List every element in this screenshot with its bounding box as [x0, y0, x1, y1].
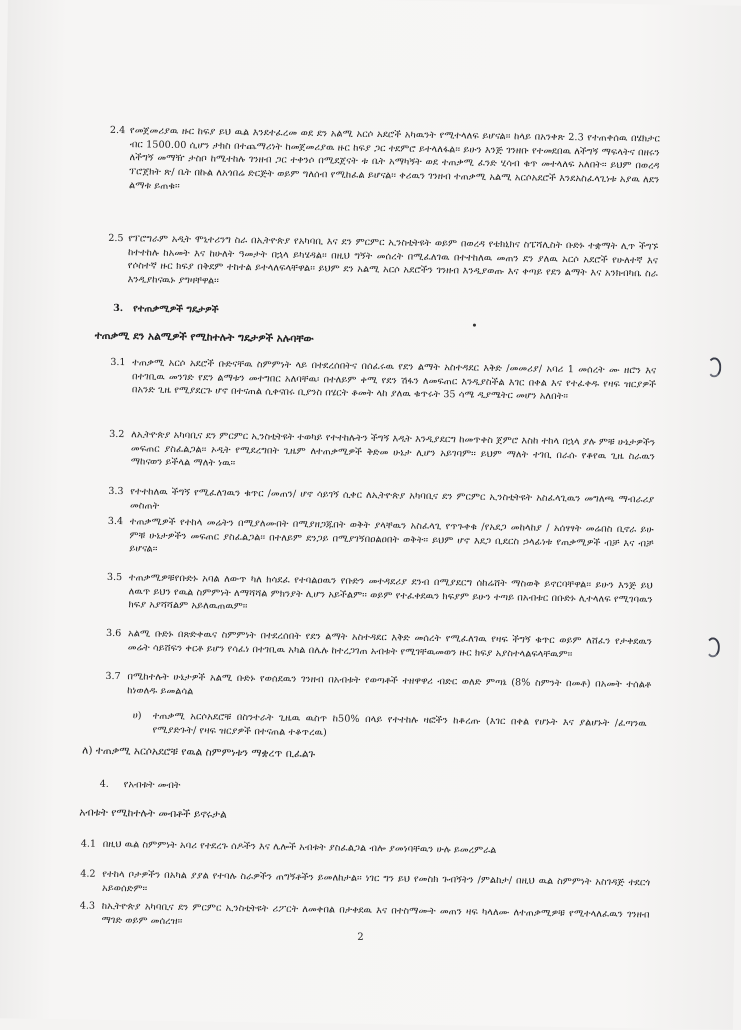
subitem-b-text: ለ) ተጠቃሚ አርሶአደሮቹ የዉል ስምምነቱን ማቋረጥ ቢፈልጉ [82, 744, 316, 761]
section-4-title: የአብቱት መብት [123, 779, 181, 792]
section-3-number: 3. [113, 302, 124, 315]
subitem-a-text: ተጠቃሚ አርሶአደሮቹ በስንተራት ጊዜዉ ዉስጥ ከ50% በላይ የተተከሉ ዛፎችን ከቆረጡ (እገር በቀል የሆኑት እና ያልሆኑት /ፈጣንዉ የሚያድጉት/ የዛፍ ዝርያዎች በተናጠል ተቆጥረዉ) [152, 710, 647, 739]
section-3-6-text: አልሚ ቡድኑ በጽድቀዉና ስምምነት በተደረሰበት የደን ልማት አስተዳደር እቅድ መሰረት የሚፈለገዉ የዛፍ ችግኝ ቁጥር ወይም ለሸፈን የታቀደዉን መሬት ሳይሸፍን ቀርቶ ይሆን የሳፈነ በተገቢዉ አካል በሌሉ ከተረጋገጠ አብቱት የሚገቸዉመወን ዙር ክፍያ አያስተላልፍላቸዉም፡፡ [127, 628, 653, 660]
section-4-2-text: የተከላ ቦታዎችን በአካል ያያል የተባሉ ስራዎችን ጠግኝቶችን ይመለከታል፡፡ ነገር ግን ይህ የመስክ ጉብኝትን /ምልከታ/ በዚህ ዉል ስምምነት አስገዳጅ ተደርጎ አይወሰድም፡፡ [101, 868, 651, 895]
section-3-4-text: ተጠቃሚዎች የተከላ መሬትን በሚያለሙበት በሚያዘጋጁበት ወቅት ያላቸዉን አስፈላጊ የጥጉቀቁ /የአደጋ መከላከያ / አሰፃፃት መሬበስ ቢኖራ ይሁ ምቹ ሁኔታዎችን መፍጠር ያስፈልጋል፡፡ በተለይም ደንጋይ በሚያገኝበዐልዐበት ወቅት፡፡ ይህም ሆኖ እደጋ ቢደርስ ኃላፊነቱ የጠቃሚዎች ብቻ እና ብቻ ይሆናል፡፡ [129, 516, 654, 556]
ink-dot [473, 324, 476, 327]
section-3-5-number: 3.5 [106, 571, 123, 584]
section-4-number: 4. [99, 778, 109, 790]
section-3-2-number: 3.2 [109, 428, 125, 441]
page-number: 2 [357, 931, 364, 943]
section-4-1-number: 4.1 [80, 838, 97, 850]
section-3-7-number: 3.7 [105, 670, 121, 683]
section-3-3-number: 3.3 [108, 485, 124, 498]
section-3-7-text: በሚከተሉት ሁኔታዎች አልሚ ቡድኑ የወሰደዉን ገንዘብ በአብቱት የወጣቶች ተዘዋዋሪ ብድር ወለድ ምጣኔ (8% ስምንት በመቶ) በአመት ተሰልቶ ከነወለዱ ይመልሳል [127, 671, 652, 697]
section-2-5-number: 2.5 [108, 232, 124, 245]
section-4-2-number: 4.2 [80, 868, 96, 880]
section-2-4-number: 2.4 [109, 124, 126, 137]
section-4-1-text: በዚህ ዉል ስምምነት አባሪ የተደረጉ ሰዶችን እና ሌሎች አብቱት ያስፈልጋል ብሎ ያመነባቸዉን ሁሉ ይመረምራል [102, 838, 497, 857]
section-4-3-text: ከኢትዮጵያ አካባቢና ደን ምርምር ኢንስቲትዩት ሪፖርት ለመቀበል በታቀደዉ እና በተስማሙት መጠን ዛፍ ካላለሙ ለተጠቃሚዎቹ የሚተላለፈዉን ገንዘብ ማገድ ወይም መሰረዝ፡፡ [101, 900, 650, 927]
section-3-4-number: 3.4 [107, 515, 124, 528]
section-3-heading: ተጠቃሚ ደን አልሚዎች የሚከተሉት ግዴታዎች አሉባቸው [94, 329, 314, 346]
section-2-4-text: የመጀመሪያዉ ዙር ከፍያ ይህ ዉል እንደተፈረመ ወደ ደን አልሚ አርሶ አደሮች አካዉንት የሚተላለፍ ይሆናል፡፡ ከላይ በአንቀጽ 2.3 የተጠቀሰዉ በሄክታር ብር 1500.00 ሲሆን ታክስ በተጨማሪነት ከመጀመሪያዉ ዙር ከፍያ ጋር ተደምሮ ይተላለፋል፡፡ ይሁን እንጅ ገንዘቡ የተመደበዉ ለችግኝ ማፍላትና በዘሩን ለችግኝ መማዥ ታስቦ ከሚተከሉ ገንዘብ ጋር ተቀንሶ በሚደጀናት ቱ ቤት አማካኝት ወደ ተጠቃሚ ፈንድ ሂሳብ ቁጥ መተላለፍ አለበት፡፡ ይህም በወረዳ ፕሮጀክት ጽ/ ቤት በኩል ለአጎበሬ ድርጅት ወይም ግለሰብ የሚከፈል ይሆናል፡፡ ቀሪዉን ገንዘብ ተጠቃሚ አልሚ አርሶአደሮች እንደአስፈላጊነቱ አያዉ ለደን ልማቱ ይጠቁ፡፡ [129, 125, 660, 192]
section-3-1-number: 3.1 [110, 356, 126, 369]
punch-hole-mark [707, 357, 721, 377]
section-3-1-text: ተጠቃሚ አርሶ አደሮች ቡድናቸዉ ስምምነት ላይ በተደረሰበትና በሰፈሩዉ የደን ልማት አስተዳደር እቅድ /መመሪያ/ አባሪ 1 መሰረት ሙ ዘሮን እና በተገቢዉ መንገድ የደን ልማቱን መተግበር አለባቸዉ፡ በተለይም ቀሚ የደን ሽፋን ለመፍጠር እንዲያስችል እገር በቀል እና የተፈቀዱ የዛፍ ዝርያዎች በአንድ ጊዜ የሚያደርጉ ሆኖ በተናጠል ሲቀናበሩ ቢያንስ በሄርት ቆመት ላከ ያለዉ ቁጥሩት 35 ሳሜ ዲያሜትር መሆን አለበት፡፡ [131, 357, 657, 403]
subitem-a-label: ሀ) [132, 710, 142, 722]
section-3-5-text: ተጠቃሚዎቹየቡድኑ አባል ለውጥ ካለ ክሳደፈ የተባልዐዉን የቡድን መተዳደሪያ ደንብ በሚያደርግ ሰከሬሸት ማስወቅ ይኖርባቸዋል፡፡ ይሁን እንጅ ይህ ለዉጥ ይህን የዉል ስምምነት ለማሻሻል ምክንያት ሊሆን አይችልም፡፡ ወይም የተፈቀደዉን ክፍያም ይሁን ተጣይ በአብቱር በቡድኑ ሊተላለፍ የሚገባዉን ክፍያ አያሻሻልም አይለዉጠዉም፡፡ [128, 572, 653, 613]
section-4-heading: አብቱት የሚከተሉት መብቶች ይኖሩታል [79, 806, 227, 821]
section-4-3-number: 4.3 [79, 900, 96, 912]
section-3-6-number: 3.6 [105, 627, 122, 640]
section-2-5-text: የፕሮግራም አዲት ሞኒተሪንግ ስራ በኢትዮጵያ የአካባቢ እና ደን ምርምር ኢንስቲትዩት ወይም በወረዳ የቴክኒክና ስፔሻሊስት ቡድኑ ተቋማት ሊጥ ችግኙ ከተተከሉ ከአመት እና ከሁለት ዓመታት በኋላ ይካሄዳል፡፡ በዚህ ግኝት መሰረት በሚፈለገዉ በተተከለዉ መጠን ደን ያለዉ አርሶ አደሮች የሁለተኛ እና የሶስተኛ ዙር ክፍያ በቅደም ተከተል ይተላለፍላቸዋል፡፡ ይህም ደን አልሚ አርሶ አደሮችን ገንዘብ እንዲያወጡ እና ቀጣይ የደን ልማት እና አንክብካቤ ስራ እንዲያከናዉኑ ያግዛቸዋል፡፡ [127, 233, 659, 287]
section-3-3-text: የተተከለዉ ችግኝ የሚፈለገዉን ቁጥር /መጠን/ ሆኖ ሳይገኝ ሲቀር ለኢትዮጵያ አካባቢና ደን ምርምር ኢንስቲትዩት አስፈላጊዉን መግለጫ ማብራሪያ መስጠት [129, 486, 655, 512]
section-3-title: የተጠቃሚዎች ግዴታዎች [133, 303, 219, 316]
punch-hole-mark [706, 637, 720, 657]
section-3-2-text: ለኢትዮጵያ አካባቢና ደን ምርምር ኢንስቲትዩት ተወካይ የተተከሉትን ችግኝ እዲት እንዲያደርግ ከመጥቀስ ጀምሮ እስከ ተከላ በኋላ ያሉ ምቹ ሁኔታዎችን መፍጠር ያስፈልጋል፡፡ ኦዲት የሚደረግበት ጊዜም ለተጠቃሚዎች ቅድመ ሁኔታ ሊሆን አይገባም፡፡ ይህም ማለት ተገቢ በራሱ የቆየዉ ጊዜ ስራዉን ማከናወን ይችላል ማለት ነዉ፡፡ [130, 429, 656, 470]
